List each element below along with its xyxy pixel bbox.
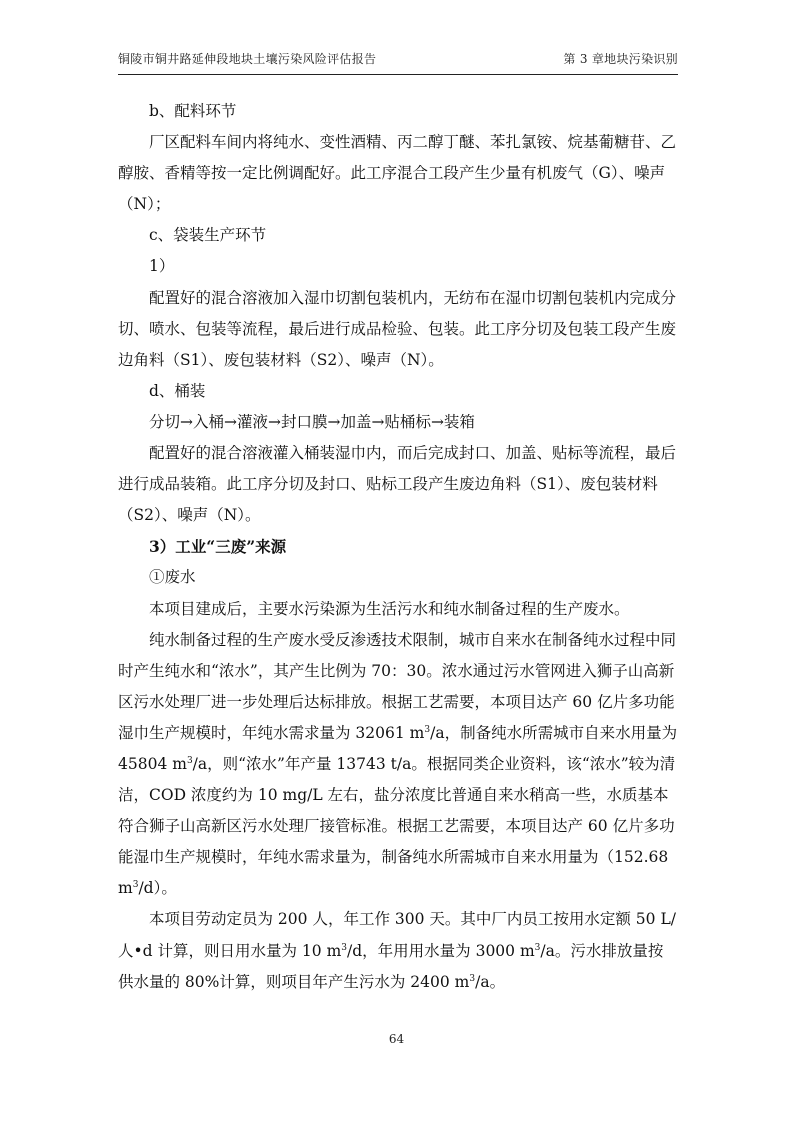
section-d-heading: d、桶装 [149, 381, 206, 400]
barrel-process-flow: 分切→入桶→灌液→封口膜→加盖→贴桶标→装箱 [149, 412, 475, 431]
step-1-label: 1） [149, 257, 175, 276]
section-c-heading: c、袋装生产环节 [149, 226, 267, 245]
body-text [118, 96, 678, 998]
bag-packing-paragraph: 配置好的混合溶液加入湿巾切割包装机内，无纺布在湿巾切割包装机内完成分切、喷水、包装等流程，最后进行成品检验、包装。此工序分切及包装工段产生废边角料（S1）、废包装材料（S2）、噪声（N）。 [118, 288, 677, 369]
pure-water-paragraph: 纯水制备过程的生产废水受反渗透技术限制，城市自来水在制备纯水过程中同时产生纯水和“浓水”，其产生比例为 70：30。浓水通过污水管网进入狮子山高新区污水处理厂进一步处理后达标排放。根据工艺需要，本项目达产 60 亿片多功能湿巾生产规模时，年纯水需求量为 32061 $m^3/a$，制备纯水所需城市自来水用量为 45804 $m^3/a$，则“浓水”年产量 13743 t/a。根据同类企业资料，该“浓水”较为清洁，COD 浓度约为 10 mg/L 左右，盐分浓度比普通自来水稍高一些，水质基本符合狮子山高新区污水处理厂接管标准。根据工艺需要，本项目达产 60 亿片多功能湿巾生产规模时，年纯水需求量为，制备纯水所需城市自来水用量为（152.68 $m^3/d$）。 [118, 630, 678, 898]
section-b-heading: b、配料环节 [149, 102, 237, 120]
staff-water-paragraph: 本项目劳动定员为 200 人，年工作 300 天。其中厂内员工按用水定额 50 L/人•d 计算，则日用水量为 10 $m^3/d$，年用用水量为 3000 $m^3/a$。污水排放量按供水量的 80%计算，则项目年产生污水为 2400 $m^3/a$。 [118, 910, 676, 991]
mixing-paragraph: 厂区配料车间内将纯水、变性酒精、丙二醇丁醚、苯扎氯铵、烷基葡糖苷、乙醇胺、香精等按一定比例调配好。此工序混合工段产生少量有机废气（G）、噪声（N）； [118, 133, 677, 214]
page-number: 64 [388, 1032, 405, 1046]
header-chapter-title: 第 3 章地块污染识别 [563, 52, 678, 66]
waste-sources-heading: 3）工业“三废”来源 [149, 537, 287, 557]
barrel-paragraph: 配置好的混合溶液灌入桶装湿巾内，而后完成封口、加盖、贴标等流程，最后进行成品装箱。此工序分切及封口、贴标工段产生废边角料（S1）、废包装材料（S2）、噪声（N）。 [118, 444, 677, 525]
wastewater-intro-paragraph: 本项目建成后，主要水污染源为生活污水和纯水制备过程的生产废水。 [149, 599, 630, 618]
header-report-title: 铜陵市铜井路延伸段地块土壤污染风险评估报告 [118, 52, 377, 66]
header-rule [118, 74, 678, 75]
wastewater-heading: ①废水 [149, 568, 196, 587]
page-header [118, 50, 678, 67]
